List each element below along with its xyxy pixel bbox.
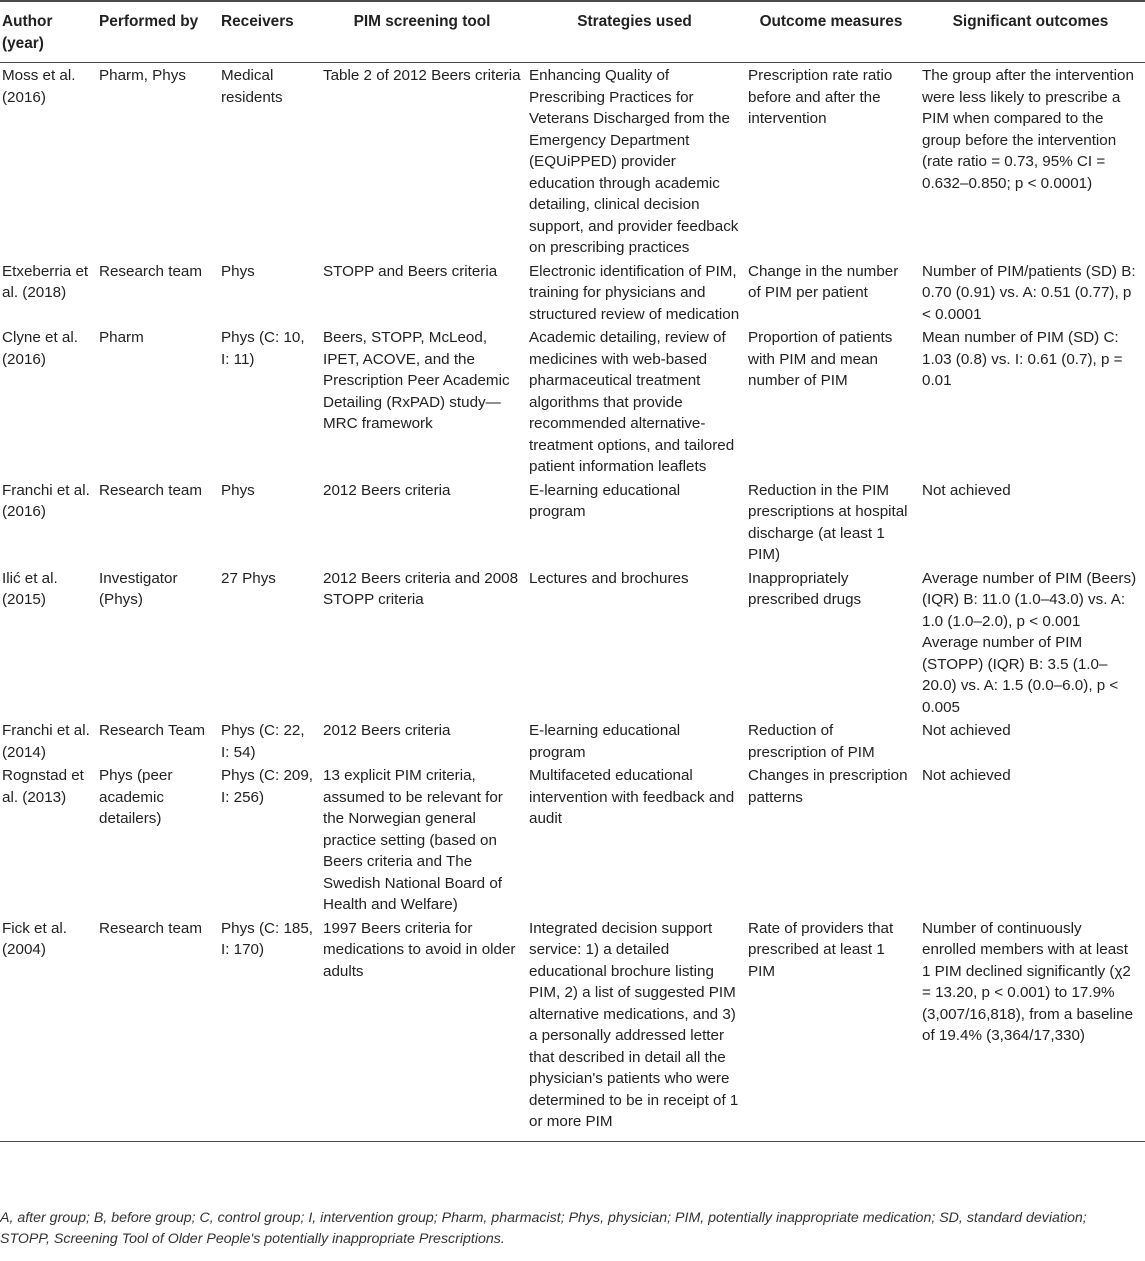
cell-strategies-used: Multifaceted educational intervention with feedback and audit xyxy=(529,767,735,827)
cell-author-year: Franchi et al. (2014) xyxy=(2,722,90,761)
cell-performed-by: Pharm, Phys xyxy=(99,67,186,84)
cell-significant-outcomes: Mean number of PIM (SD) C: 1.03 (0.8) vs. I: 0.61 (0.7), p = 0.01 xyxy=(922,329,1123,389)
cell-author-year: Fick et al. (2004) xyxy=(0,916,97,1142)
table-row xyxy=(0,63,1145,259)
cell-performed-by: Research Team xyxy=(99,722,206,739)
cell-outcome-measures: Proportion of patients with PIM and mean number of PIM xyxy=(748,329,893,389)
cell-strategies-used: Electronic identification of PIM, training for physicians and structured review of medication xyxy=(529,262,740,323)
cell-pim-screening-tool: 2012 Beers criteria xyxy=(323,481,451,499)
cell-receivers: Phys (C: 10, I: 11) xyxy=(221,329,305,368)
cell-performed-by: Research team xyxy=(99,481,202,499)
cell-strategies-used: Academic detailing, review of medicines with web-based pharmaceutical treatment algorithms that provide recommended alternative-treatment options, and tailored patient information leaflets xyxy=(529,329,735,475)
cell-strategies-used: E-learning educational program xyxy=(529,722,681,761)
cell-author-year: Rognstad et al. (2013) xyxy=(2,767,84,806)
cell-outcome-measures: Change in the number of PIM per patient xyxy=(748,262,899,301)
table-row xyxy=(0,916,1145,1142)
cell-significant-outcomes: Number of PIM/patients (SD) B: 0.70 (0.91) vs. A: 0.51 (0.77), p < 0.0001 xyxy=(922,262,1136,323)
cell-significant-outcomes: Average number of PIM (Beers) (IQR) B: 11.0 (1.0–43.0) vs. A: 1.0 (1.0–2.0), p < 0.001 Average number of PIM (STOPP) (IQR) B: 3.5 (1.0–20.0) vs. A: 1.5 (0.0–6.0), p < 0.005 xyxy=(922,569,1137,716)
header-receivers: Receivers xyxy=(219,1,321,63)
cell-performed-by: Research team xyxy=(99,262,202,280)
cell-receivers: Phys xyxy=(221,262,255,280)
header-outcome-measures: Outcome measures xyxy=(746,1,920,63)
cell-pim-screening-tool: 1997 Beers criteria for medications to avoid in older adults xyxy=(321,916,527,1142)
cell-strategies-used: Lectures and brochures xyxy=(529,569,689,587)
header-author-year: Author (year) xyxy=(0,1,97,63)
cell-pim-screening-tool: Beers, STOPP, McLeod, IPET, ACOVE, and the Prescription Peer Academic Detailing (RxPAD) study—MRC framework xyxy=(323,329,510,432)
cell-author-year: Clyne et al. (2016) xyxy=(2,329,78,368)
header-performed-by: Performed by xyxy=(97,1,219,63)
table-header xyxy=(0,1,1145,63)
header-strategies-used: Strategies used xyxy=(527,1,746,63)
cell-significant-outcomes: Not achieved xyxy=(922,481,1011,499)
cell-outcome-measures: Reduction of prescription of PIM xyxy=(748,722,875,761)
cell-receivers: 27 Phys xyxy=(221,569,276,587)
cell-significant-outcomes: Number of continuously enrolled members with at least 1 PIM declined significantly (χ2 = 13.20, p < 0.001) to 17.9% (3,007/16,818), from a baseline of 19.4% (3,364/17,330) xyxy=(920,916,1145,1142)
cell-performed-by: Pharm xyxy=(99,329,144,346)
cell-strategies-used: E-learning educational program xyxy=(529,481,681,520)
table-row xyxy=(0,325,1145,478)
header-significant-outcomes: Significant outcomes xyxy=(920,1,1145,63)
cell-receivers: Phys (C: 209, I: 256) xyxy=(221,767,314,806)
cell-performed-by: Research team xyxy=(97,916,219,1142)
cell-outcome-measures: Reduction in the PIM prescriptions at hospital discharge (at least 1 PIM) xyxy=(748,481,908,563)
cell-pim-screening-tool: 13 explicit PIM criteria, assumed to be relevant for the Norwegian general practice setting (based on Beers criteria and The Swedish National Board of Health and Welfare) xyxy=(323,767,503,913)
cell-pim-screening-tool: STOPP and Beers criteria xyxy=(323,262,498,280)
cell-receivers: Phys xyxy=(221,481,255,499)
table-row xyxy=(0,763,1145,916)
table-row xyxy=(0,718,1145,763)
cell-receivers: Medical residents xyxy=(221,67,283,106)
cell-pim-screening-tool: 2012 Beers criteria and 2008 STOPP criteria xyxy=(323,569,519,608)
cell-outcome-measures: Rate of providers that prescribed at least 1 PIM xyxy=(746,916,920,1142)
cell-outcome-measures: Inappropriately prescribed drugs xyxy=(748,569,862,608)
cell-author-year: Moss et al. (2016) xyxy=(2,67,76,106)
cell-significant-outcomes: Not achieved xyxy=(922,767,1011,784)
table-body xyxy=(0,63,1145,1142)
table-footnote: A, after group; B, before group; C, control group; I, intervention group; Pharm, pharmacist; Phys, physician; PIM, potentially inappropriate medication; SD, standard deviation; STOPP, Screening Tool of Older People's potentially inappropriate Prescriptions. xyxy=(0,1210,1087,1247)
cell-performed-by: Investigator (Phys) xyxy=(99,569,178,608)
cell-author-year: Ilić et al. (2015) xyxy=(2,569,58,608)
cell-significant-outcomes: The group after the intervention were less likely to prescribe a PIM when compared to the group before the intervention (rate ratio = 0.73, 95% CI = 0.632–0.850; p < 0.0001) xyxy=(922,67,1134,192)
cell-pim-screening-tool: Table 2 of 2012 Beers criteria xyxy=(323,67,521,84)
cell-receivers: Phys (C: 22, I: 54) xyxy=(221,722,305,761)
cell-pim-screening-tool: 2012 Beers criteria xyxy=(323,722,451,739)
cell-author-year: Franchi et al. (2016) xyxy=(2,481,90,520)
cell-author-year: Etxeberria et al. (2018) xyxy=(2,262,89,301)
cell-strategies-used: Integrated decision support service: 1) a detailed educational brochure listing PIM, 2) a list of suggested PIM alternative medications, and 3) a personally addressed letter that described in detail all the physician's patients who were determined to be in receipt of 1 or more PIM xyxy=(527,916,746,1142)
header-pim-screening-tool: PIM screening tool xyxy=(321,1,527,63)
cell-receivers: Phys (C: 185, I: 170) xyxy=(219,916,321,1142)
cell-performed-by: Phys (peer academic detailers) xyxy=(99,767,173,827)
cell-significant-outcomes: Not achieved xyxy=(922,722,1011,739)
table-row xyxy=(0,478,1145,566)
table-row xyxy=(0,259,1145,326)
cell-strategies-used: Enhancing Quality of Prescribing Practices for Veterans Discharged from the Emergency Department (EQUiPPED) provider education through academic detailing, clinical decision support, and provider feedback on prescribing practices xyxy=(529,67,739,256)
cell-outcome-measures: Changes in prescription patterns xyxy=(748,767,908,806)
cell-outcome-measures: Prescription rate ratio before and after the intervention xyxy=(748,67,893,127)
table-row xyxy=(0,566,1145,719)
